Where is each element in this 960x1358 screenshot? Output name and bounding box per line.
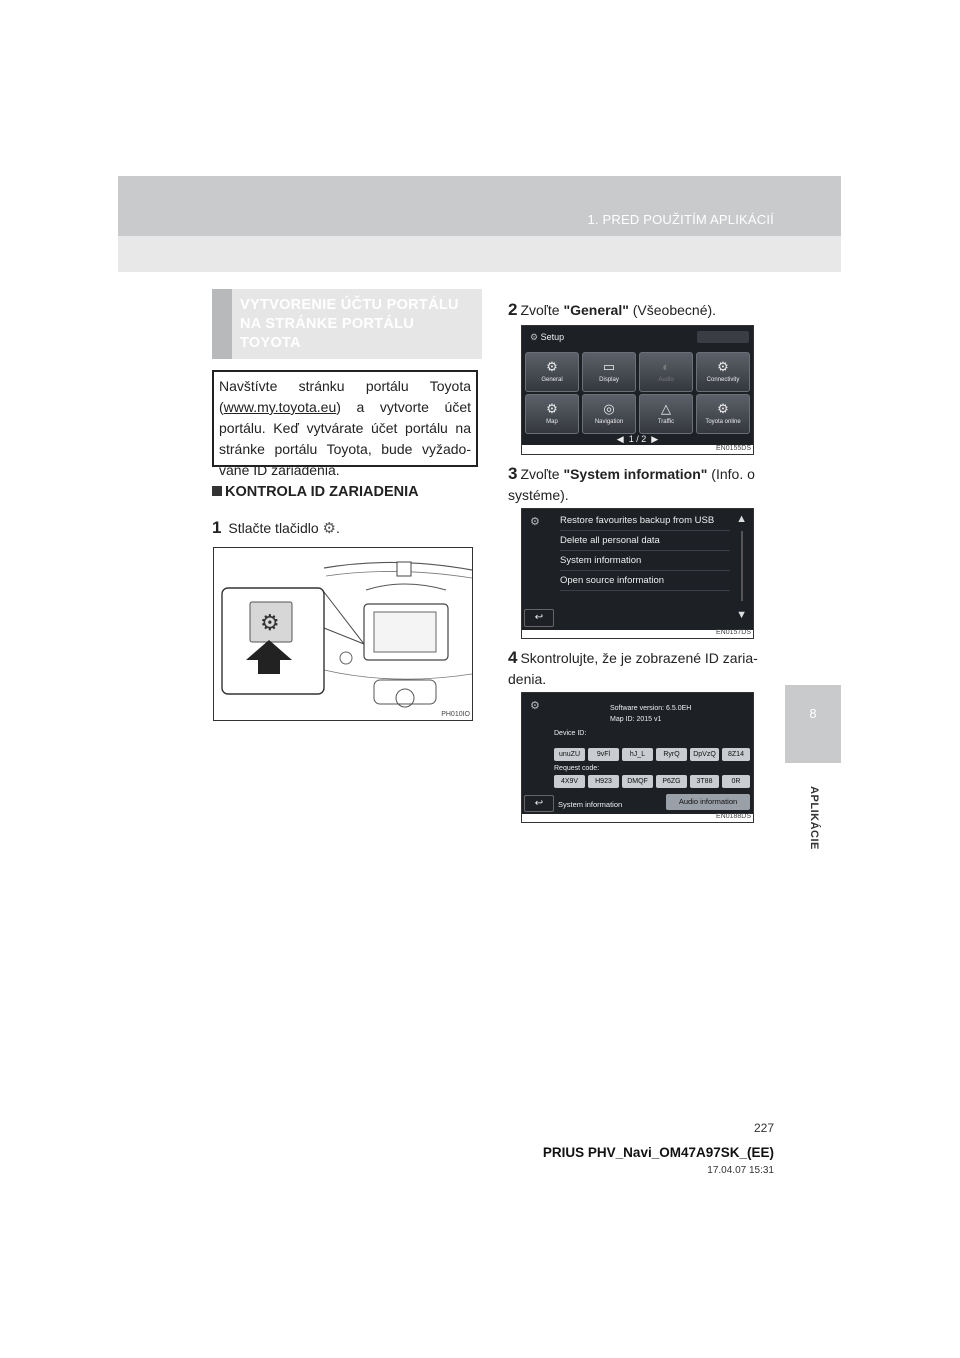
device-gear-icon: ⚙ — [530, 700, 540, 712]
note-text: Navštívte stránku portálu Toyota (www.my.toyota.eu) a vytvorte účet portálu. Keď vytvárate účet portálu na stránke portálu Toyota, bude vyžado-vané ID zariadenia. — [219, 378, 471, 478]
device-id-chip: DpVzQ — [690, 748, 719, 761]
back-icon[interactable]: ↩ — [524, 609, 554, 627]
section-header-bar — [212, 289, 232, 359]
step-4: 4 Skontrolujte, že je zobrazené ID zaria-denia. — [508, 648, 758, 687]
status-bar — [697, 331, 749, 343]
scroll-up-icon[interactable]: ▲ — [736, 513, 747, 525]
chapter-tab-number: 8 — [785, 685, 841, 763]
device-id-chip: 8Z14 — [722, 748, 750, 761]
sysinfo-figure — [521, 508, 754, 639]
manual-model: PRIUS PHV_Navi_OM47A97SK_(EE) — [542, 1145, 774, 1160]
next-arrow-icon[interactable]: ▶ — [651, 434, 659, 444]
chapter-tab-label: APLIKÁCIE — [808, 786, 820, 850]
tile-map[interactable]: ⚙ Map — [525, 394, 579, 434]
setup-gear-icon: ⚙ — [322, 520, 336, 537]
request-code-chip: H923 — [588, 775, 619, 788]
figure-code: EN0155DS — [715, 445, 751, 452]
scrollbar[interactable] — [741, 531, 743, 601]
step-2: 2 Zvoľte "General" (Všeobecné). — [508, 300, 717, 319]
device-id-label: Device ID: — [554, 730, 587, 737]
audio-information-button[interactable]: Audio information — [666, 794, 750, 810]
device-id-screen — [522, 693, 753, 814]
tile-connectivity[interactable]: ⚙ Connectivity — [696, 352, 750, 392]
portal-link[interactable]: www.my.toyota.eu — [223, 399, 337, 415]
sysinfo-screen — [522, 509, 753, 630]
svg-text:⚙: ⚙ — [260, 611, 280, 636]
section-header — [212, 289, 482, 359]
pager: ◀ 1 / 2 ▶ — [616, 434, 659, 444]
tile-toyota-online[interactable]: ⚙ Toyota online — [696, 394, 750, 434]
device-id-chip: RyrQ — [656, 748, 687, 761]
tile-display[interactable]: ▭ Display — [582, 352, 636, 392]
back-icon[interactable]: ↩ — [524, 795, 554, 812]
device-id-chip: hJ_L — [622, 748, 653, 761]
request-code-chip: P6ZG — [656, 775, 687, 788]
device-id-chip: unuZU — [554, 748, 585, 761]
setup-title: ⚙ Setup — [530, 332, 565, 342]
system-information-tab[interactable]: System information — [558, 800, 623, 809]
request-code-chip: 0R — [722, 775, 750, 788]
menu-item-system-information[interactable]: System information — [560, 551, 730, 571]
software-version: Software version: 6.5.0EH — [610, 705, 692, 712]
setup-figure — [521, 325, 754, 455]
menu-item-delete[interactable]: Delete all personal data — [560, 531, 730, 551]
step-1: 1 Stlačte tlačidlo ⚙. — [212, 518, 340, 537]
device-id-figure — [521, 692, 754, 823]
request-code-chip: 3T88 — [690, 775, 719, 788]
chapter-title: 1. PRED POUŽITÍM APLIKÁCIÍ — [587, 212, 774, 227]
menu-gear-icon: ⚙ — [530, 516, 540, 528]
subsection-title: KONTROLA ID ZARIADENIA — [212, 484, 419, 500]
tile-general[interactable]: ⚙ General — [525, 352, 579, 392]
request-code-label: Request code: — [554, 765, 600, 772]
device-id-chip: 9vFl — [588, 748, 619, 761]
menu-item-restore[interactable]: Restore favourites backup from USB — [560, 511, 730, 531]
figure-code: PH010IO — [441, 711, 470, 718]
figure-code: EN0188DS — [715, 813, 751, 820]
header-subband — [118, 236, 841, 272]
tile-traffic[interactable]: △ Traffic — [639, 394, 693, 434]
tile-audio[interactable]: ◐ Audio — [639, 352, 693, 392]
figure-code: EN0157DS — [715, 629, 751, 636]
map-id: Map ID: 2015 v1 — [610, 716, 662, 723]
setup-screen — [522, 326, 753, 445]
request-code-chip: DMQF — [622, 775, 653, 788]
dashboard-illustration — [214, 548, 472, 720]
scroll-down-icon[interactable]: ▼ — [736, 609, 747, 621]
step-3: 3 Zvoľte "System information" (Info. o systéme). — [508, 464, 755, 503]
request-code-chip: 4X9V — [554, 775, 585, 788]
note-box — [212, 370, 478, 478]
tile-navigation[interactable]: ◎ Navigation — [582, 394, 636, 434]
page-number: 227 — [753, 1121, 774, 1135]
header-band — [118, 176, 841, 236]
dashboard-figure — [213, 547, 473, 721]
section-title: VYTVORENIE ÚČTU PORTÁLU NA STRÁNKE PORTÁLU TOYOTA — [240, 297, 459, 351]
prev-arrow-icon[interactable]: ◀ — [616, 434, 624, 444]
menu-item-open-source[interactable]: Open source information — [560, 571, 730, 591]
manual-date: 17.04.07 15:31 — [707, 1165, 774, 1176]
